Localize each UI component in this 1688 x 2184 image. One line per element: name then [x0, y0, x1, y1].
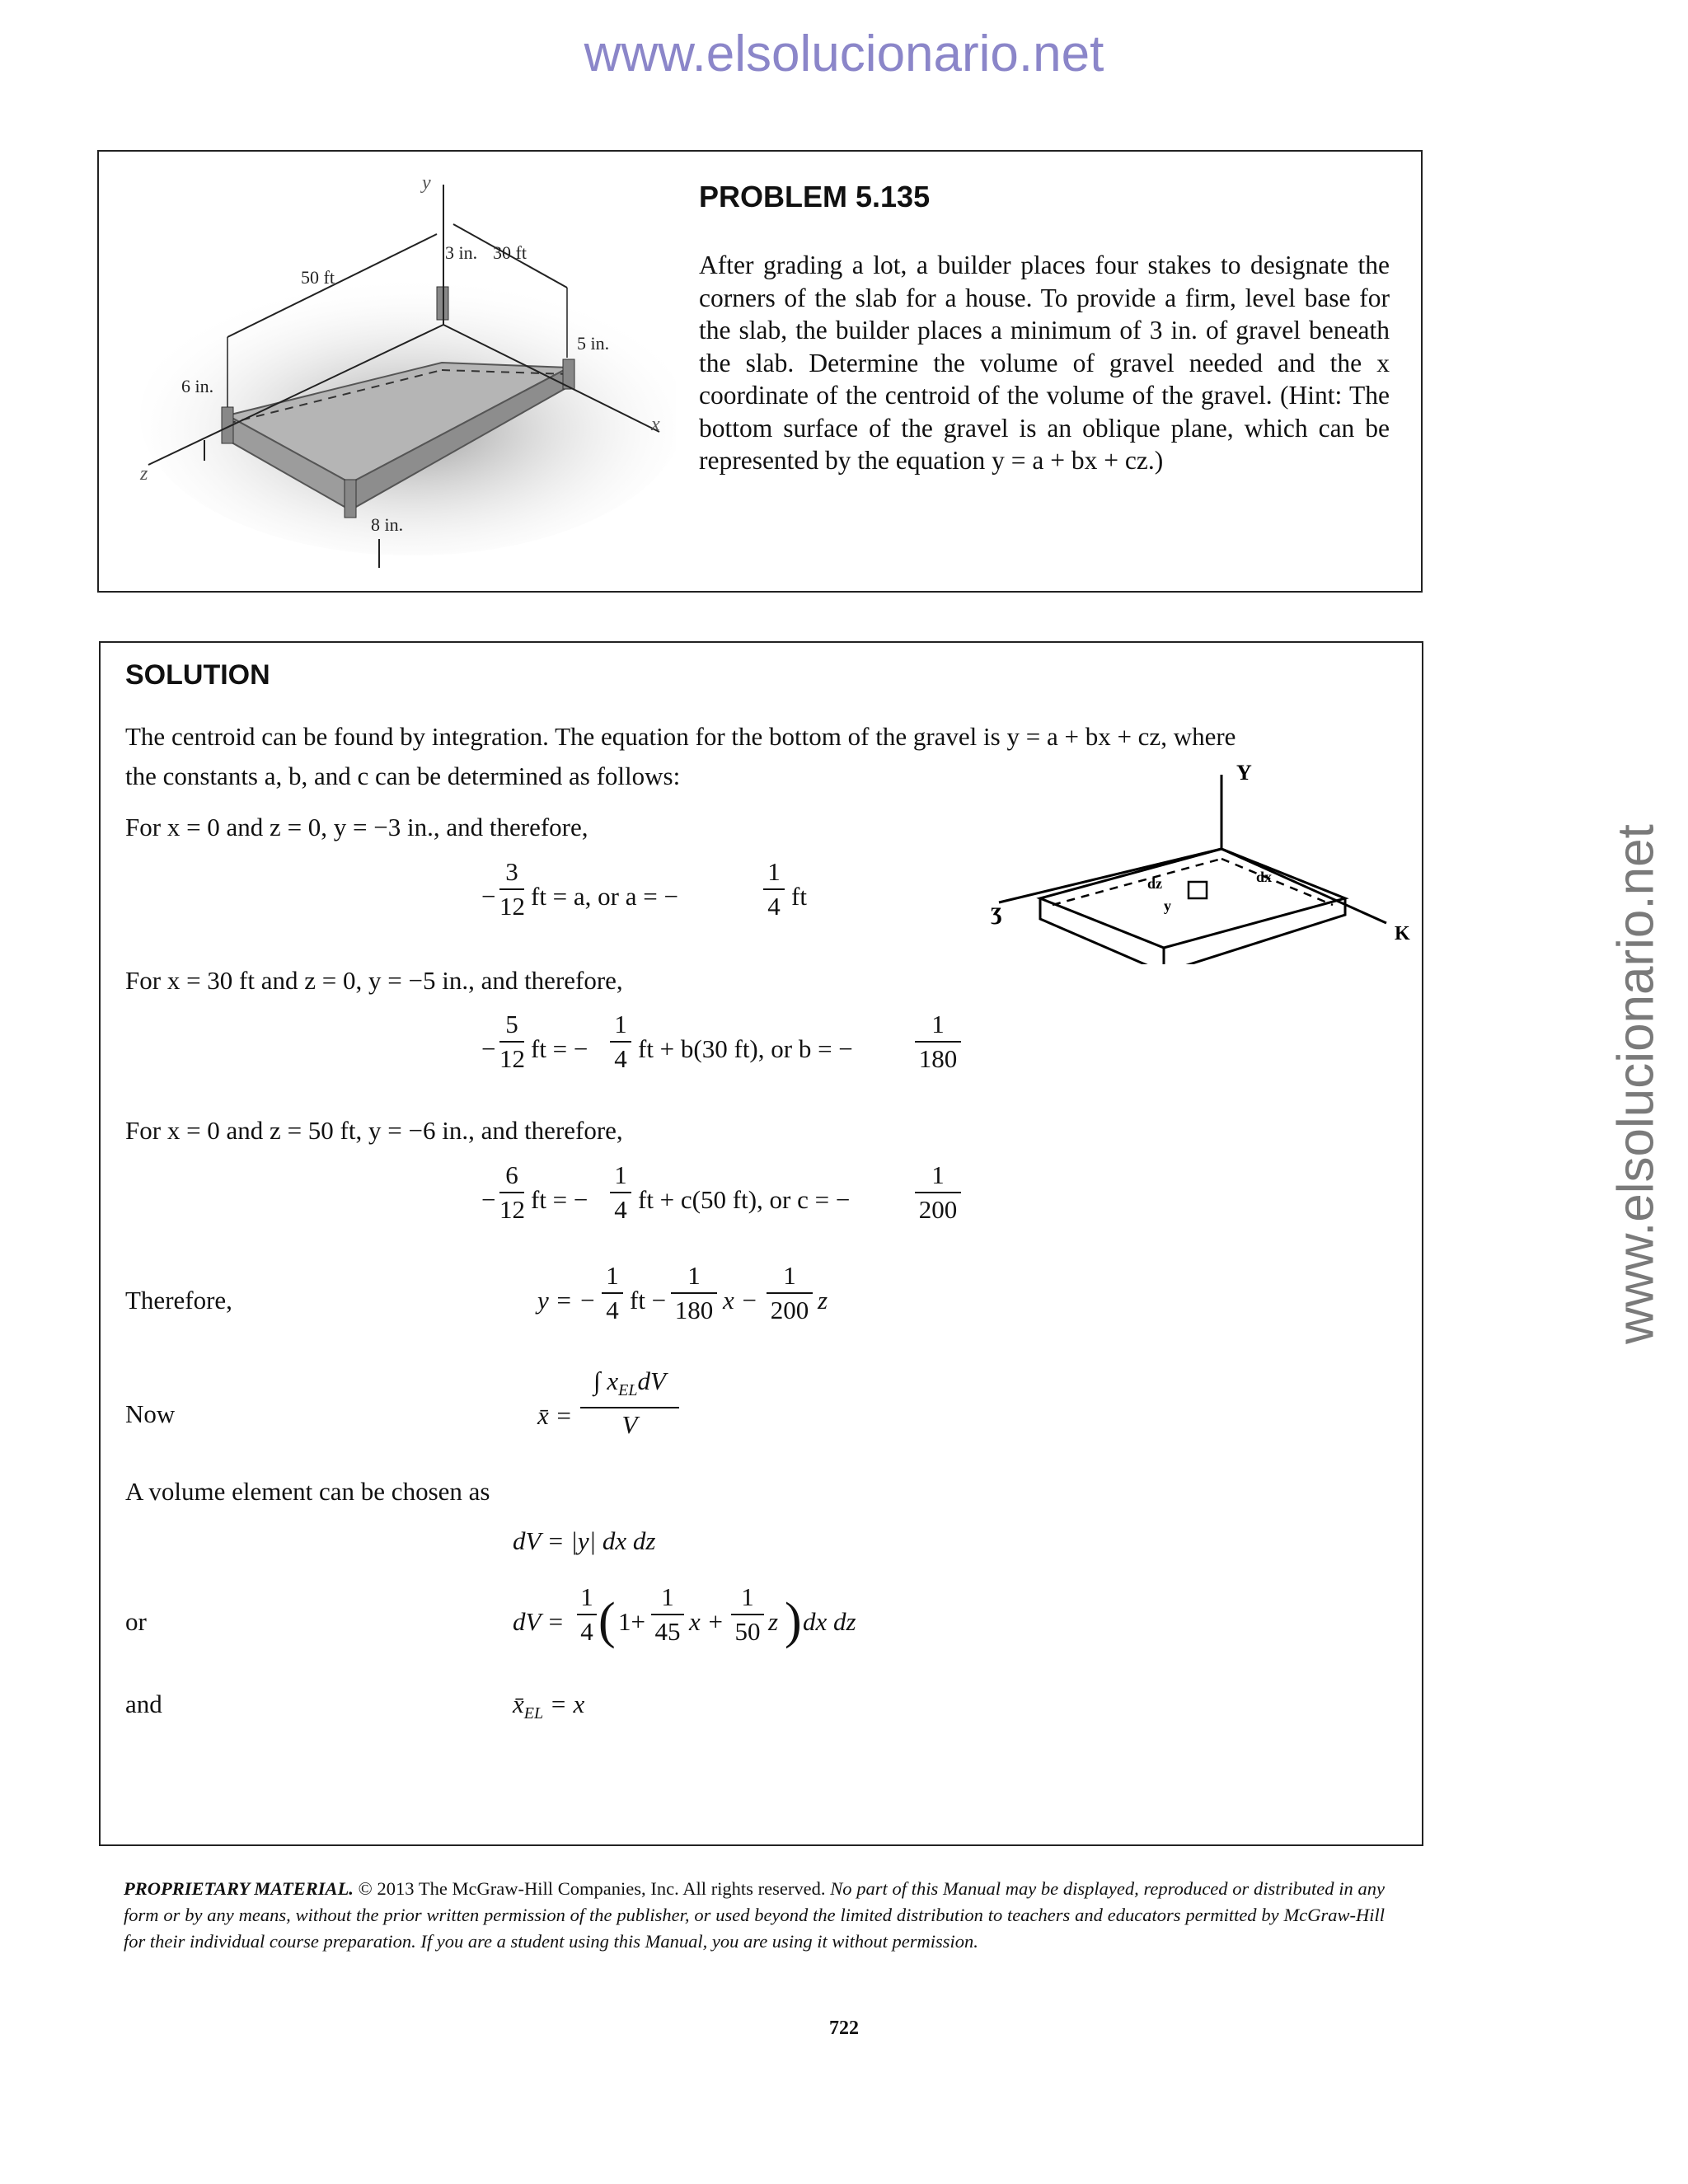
case-2: For x = 30 ft and z = 0, y = −5 in., and therefore,: [125, 966, 623, 995]
solution-box: [99, 641, 1423, 1846]
eq2-n3: 1: [931, 1010, 945, 1038]
eq4-d2: 180: [674, 1296, 714, 1324]
volume-element-text: A volume element can be chosen as: [125, 1477, 490, 1506]
eq4-tail: z: [818, 1286, 828, 1315]
copyright-footer: [124, 1876, 1385, 1955]
eq7-n3: 1: [741, 1582, 754, 1611]
problem-box: [97, 150, 1423, 593]
eq5-sub: EL: [618, 1381, 638, 1400]
eq1-minus: −: [481, 882, 496, 911]
eq7-b: x +: [689, 1607, 724, 1636]
eq3-minus: −: [481, 1185, 496, 1214]
eq3-d3: 200: [918, 1195, 958, 1224]
eq8-rhs: = x: [543, 1690, 585, 1718]
equation-6: dV = |y| dx dz: [513, 1526, 656, 1555]
eq2-mid2: ft + b(30 ft), or b = −: [638, 1034, 853, 1063]
eq8-lhs: x̄: [513, 1690, 524, 1718]
eq7-paren-left: (: [598, 1593, 616, 1649]
footer-italic: No part of this Manual may be displayed, reproduced or distributed in any form or by any means, without the prior written permission of the publisher, or used beyond the limited distribution to teachers and educators permitted by McGraw-Hill for their individual course preparation. If you are a student using this Manual, you are using it without permission.: [124, 1878, 1385, 1952]
now-label: Now: [125, 1399, 176, 1428]
eq1-n1: 3: [505, 857, 518, 886]
dim-3in-label: 3 in.: [445, 242, 478, 263]
dim-5in-label: 5 in.: [577, 333, 610, 354]
sketch-yl-label: y: [1164, 898, 1171, 914]
eq5-frac: [580, 1366, 679, 1440]
eq4-frac-3: [767, 1261, 813, 1325]
sketch-y-label: Y: [1236, 761, 1252, 785]
eq5-lhs: x̄ =: [537, 1401, 573, 1430]
intro-line-1: The centroid can be found by integration. The equation for the bottom of the gravel is y = a + bx + cz, where: [125, 722, 1236, 751]
stake-front: [345, 480, 356, 518]
eq7-d3: 50: [734, 1617, 761, 1646]
eq7-frac-3: [731, 1582, 764, 1647]
eq4-lhs: y = −: [537, 1286, 597, 1315]
eq1-tail: ft: [791, 882, 807, 911]
eq4-mid2: x −: [723, 1286, 758, 1315]
sketch-x-label: K: [1395, 923, 1410, 944]
or-label: or: [125, 1607, 147, 1636]
eq1-frac-2: [763, 857, 785, 921]
eq2-frac-1: [499, 1010, 524, 1074]
eq5-den: V: [621, 1410, 638, 1440]
eq4-d1: 4: [606, 1296, 619, 1324]
eq4-frac-1: [602, 1261, 623, 1325]
axis-x-label: x: [651, 414, 660, 435]
eq1-d2: 4: [767, 892, 781, 921]
eq7-a: 1+: [618, 1607, 645, 1636]
sketch-dx-label: dx: [1256, 869, 1273, 885]
slab-figure: [99, 152, 676, 588]
eq4-n1: 1: [606, 1261, 619, 1290]
page-number: 722: [829, 2018, 859, 2039]
eq3-n3: 1: [931, 1160, 945, 1189]
dim-6in-label: 6 in.: [181, 376, 214, 396]
eq5-numerator: [580, 1366, 679, 1405]
eq7-lhs: dV =: [513, 1607, 565, 1636]
eq3-frac-1: [499, 1160, 524, 1225]
eq3-mid: ft = −: [531, 1185, 588, 1214]
eq4-frac-2: [671, 1261, 717, 1325]
eq1-n2: 1: [767, 857, 781, 886]
eq7-frac-1: [577, 1582, 597, 1647]
eq7-c: z: [768, 1607, 779, 1636]
eq4-n2: 1: [687, 1261, 701, 1290]
eq3-n1: 6: [505, 1160, 518, 1189]
eq3-n2: 1: [614, 1160, 627, 1189]
eq4-d3: 200: [770, 1296, 809, 1324]
footer-bold: PROPRIETARY MATERIAL.: [124, 1878, 354, 1899]
eq1-frac-1: [499, 857, 524, 921]
eq7-n2: 1: [661, 1582, 674, 1611]
volume-element-sketch: [991, 758, 1419, 964]
eq7-frac-2: [651, 1582, 684, 1647]
problem-text: After grading a lot, a builder places four stakes to designate the corners of the slab for a house. To provide a firm, level base for the slab, the builder places a minimum of 3 in. of gravel beneath the slab. Determine the volume of gravel needed and the x coordinate of the centroid of the volume of the gravel. (Hint: The bottom surface of the gravel is an oblique plane, which can be represented by the equation y = a + bx + cz.): [699, 251, 1390, 475]
eq7-tail: dx dz: [803, 1607, 856, 1636]
eq3-frac-2: [610, 1160, 631, 1225]
watermark-side: www.elsolucionario.net: [1607, 824, 1665, 1344]
watermark-top: www.elsolucionario.net: [584, 26, 1104, 82]
eq4-mid: ft −: [630, 1286, 667, 1315]
therefore-label: Therefore,: [125, 1286, 232, 1315]
dim-50ft-label: 50 ft: [301, 267, 335, 288]
sketch-z-label: ʒ: [991, 898, 1002, 925]
eq2-minus: −: [481, 1034, 496, 1063]
problem-title: PROBLEM 5.135: [699, 180, 931, 213]
and-label: and: [125, 1690, 162, 1718]
eq2-frac-3: [915, 1010, 961, 1074]
eq4-n3: 1: [783, 1261, 796, 1290]
eq2-d1: 12: [499, 1044, 525, 1073]
solution-title: SOLUTION: [125, 659, 270, 691]
eq2-mid: ft = −: [531, 1034, 588, 1063]
case-3: For x = 0 and z = 50 ft, y = −6 in., and therefore,: [125, 1116, 623, 1145]
equation-8: [513, 1690, 584, 1723]
eq3-d2: 4: [614, 1195, 627, 1224]
sketch-slab-sides: [1040, 898, 1345, 964]
eq5-num: ∫ x: [593, 1366, 619, 1395]
eq3-mid2: ft + c(50 ft), or c = −: [638, 1185, 851, 1214]
eq2-n2: 1: [614, 1010, 627, 1038]
sketch-dash-2: [1221, 859, 1333, 905]
intro-line-2: the constants a, b, and c can be determined as follows:: [125, 762, 681, 790]
eq5-num2: dV: [637, 1366, 666, 1395]
eq1-mid: ft = a, or a = −: [531, 882, 678, 911]
eq7-n1: 1: [580, 1582, 593, 1611]
axis-z-label: z: [140, 463, 148, 485]
axis-y-label: y: [422, 172, 431, 194]
eq7-d1: 4: [580, 1617, 593, 1646]
eq7-d2: 45: [654, 1617, 681, 1646]
eq2-n1: 5: [505, 1010, 518, 1038]
eq3-frac-3: [915, 1160, 961, 1225]
eq2-frac-2: [610, 1010, 631, 1074]
eq3-d1: 12: [499, 1195, 525, 1224]
footer-normal: © 2013 The McGraw-Hill Companies, Inc. All rights reserved.: [353, 1878, 826, 1899]
eq2-d2: 4: [614, 1044, 627, 1073]
eq2-d3: 180: [918, 1044, 958, 1073]
sketch-element: [1189, 882, 1207, 898]
eq8-sub: EL: [523, 1704, 544, 1723]
eq7-paren-right: ): [785, 1593, 802, 1649]
case-1: For x = 0 and z = 0, y = −3 in., and therefore,: [125, 813, 588, 841]
eq1-d1: 12: [499, 892, 525, 921]
sketch-dz-label: dz: [1147, 875, 1162, 892]
dim-30ft-label: 30 ft: [493, 242, 527, 263]
dim-8in-label: 8 in.: [371, 514, 404, 535]
